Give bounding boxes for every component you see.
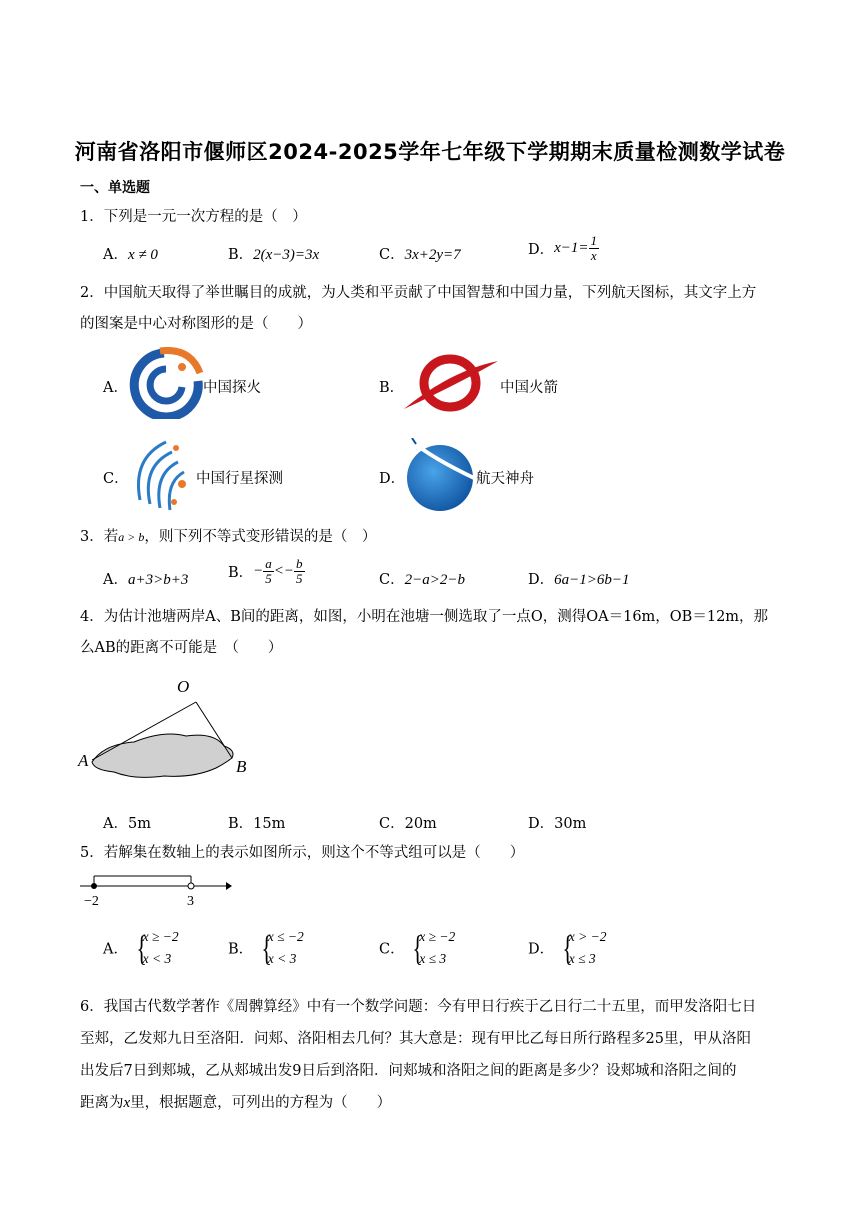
q5-option-b: B． { x ≤ −2 x < 3 bbox=[228, 928, 304, 968]
q5-option-d: D． { x > −2 x ≤ 3 bbox=[528, 928, 607, 968]
section-heading: 一、单选题 bbox=[80, 180, 150, 196]
q4-option-c: C．20m bbox=[379, 816, 437, 832]
axis-label-right: 3 bbox=[187, 894, 194, 908]
q2-stem-line1: 2．中国航天取得了举世瞩目的成就，为人类和平贡献了中国智慧和中国力量，下列航天图标，其文字上方 bbox=[80, 285, 757, 301]
q5-option-c: C． { x ≥ −2 x ≤ 3 bbox=[379, 928, 456, 968]
number-line-figure bbox=[76, 872, 236, 908]
rocket-logo-icon bbox=[400, 353, 500, 413]
q3-option-d: D．6a−1>6b−1 bbox=[528, 572, 630, 588]
q2-option-b: B． bbox=[379, 380, 405, 396]
q2-c-label: 中国行星探测 bbox=[196, 471, 283, 487]
q1-option-a: A．x ≠ 0 bbox=[103, 247, 158, 263]
point-o-label: O bbox=[177, 677, 190, 696]
q4-option-d: D．30m bbox=[528, 816, 587, 832]
point-b-label: B bbox=[236, 757, 247, 776]
q4-stem-line1: 4．为估计池塘两岸A、B间的距离，如图，小明在池塘一侧选取了一点O，测得OA＝16m，OB＝12m，那 bbox=[80, 609, 769, 625]
q2-b-label: 中国火箭 bbox=[500, 380, 558, 396]
q2-option-c: C． bbox=[103, 471, 129, 487]
q4-option-b: B．15m bbox=[228, 816, 286, 832]
point-a-label: A bbox=[78, 751, 89, 770]
q3-option-c: C．2−a>2−b bbox=[379, 572, 465, 588]
pond-figure bbox=[74, 672, 264, 782]
q1-option-c: C．3x+2y=7 bbox=[379, 247, 461, 263]
planetary-exploration-logo-icon bbox=[126, 438, 194, 512]
q6-line2: 至郏，乙发郏九日至洛阳．问郏、洛阳相去几何？其大意是：现有甲比乙每日所行路程多25里，甲从洛阳 bbox=[80, 1031, 751, 1047]
q2-a-label: 中国探火 bbox=[203, 380, 261, 396]
q2-option-d: D． bbox=[379, 471, 406, 487]
q2-d-label: 航天神舟 bbox=[476, 471, 534, 487]
q4-option-a: A．5m bbox=[103, 816, 151, 832]
q3-stem: 3．若a > b，则下列不等式变形错误的是（ ） bbox=[80, 529, 377, 545]
q3-option-a: A．a+3>b+3 bbox=[103, 572, 189, 588]
q1-stem: 1．下列是一元一次方程的是（ ） bbox=[80, 209, 307, 225]
q3-option-b: B．− $\frac{a}{5}$ <− $\frac{b}{5}$ bbox=[228, 556, 303, 586]
q4-stem-line2: 么AB的距离不可能是 （ ） bbox=[80, 640, 283, 656]
q1-option-d: D．x−1= $\frac{1}{x}$ bbox=[528, 233, 598, 263]
q5-stem: 5．若解集在数轴上的表示如图所示，则这个不等式组可以是（ ） bbox=[80, 845, 525, 861]
q6-line1: 6．我国古代数学著作《周髀算经》中有一个数学问题：今有甲日行疾于乙日行二十五里，而甲发洛阳七日 bbox=[80, 999, 757, 1015]
q6-line3: 出发后7日到郏城，乙从郏城出发9日后到洛阳．问郏城和洛阳之间的距离是多少？设郏城和洛阳之间的 bbox=[80, 1063, 737, 1079]
page-title: 河南省洛阳市偃师区2024-2025学年七年级下学期期末质量检测数学试卷 bbox=[74, 140, 786, 164]
shenzhou-logo-icon bbox=[402, 438, 478, 514]
q1-option-b: B．2(x−3)=3x bbox=[228, 247, 320, 263]
axis-label-left: −2 bbox=[84, 894, 99, 908]
q2-option-a: A． bbox=[103, 380, 128, 396]
q5-option-a: A． { x ≥ −2 x < 3 bbox=[103, 928, 179, 968]
q2-stem-line2: 的图案是中心对称图形的是（ ） bbox=[80, 316, 312, 332]
q6-line4: 距离为x里，根据题意，可列出的方程为（ ） bbox=[80, 1095, 392, 1111]
tianwen-logo-icon bbox=[124, 347, 204, 419]
